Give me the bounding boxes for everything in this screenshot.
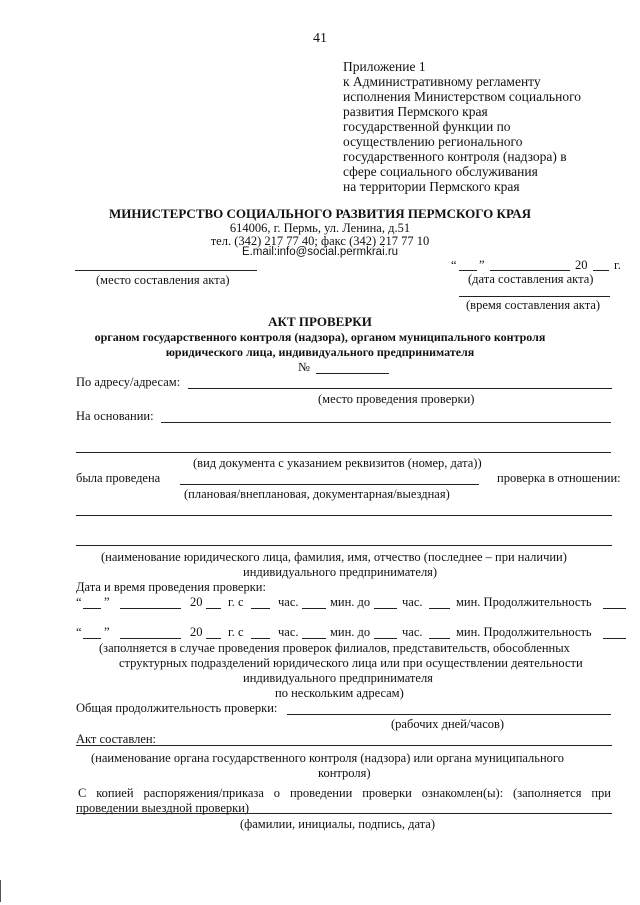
time-field[interactable] (459, 296, 610, 297)
date-caption: (дата составления акта) (468, 272, 594, 286)
basis-label: На основании: (76, 409, 154, 423)
appendix-line: Приложение 1 (343, 59, 426, 74)
date-year-prefix: 20 (575, 258, 588, 272)
row-min-to-label: мин. до (330, 625, 371, 639)
branches-note: по нескольким адресам) (275, 686, 404, 700)
time-caption: (время составления акта) (466, 298, 601, 312)
ministry-email: E.mail:info@social.permkrai.ru (241, 246, 399, 258)
compiled-field[interactable] (76, 745, 612, 746)
copy-ack-line: С копией распоряжения/приказа о проведении проверки ознакомлен(ы): (заполняется при (78, 786, 611, 800)
address-caption: (место проведения проверки) (318, 392, 475, 406)
row-day-field[interactable] (83, 638, 101, 639)
entity-caption: индивидуального предпринимателя) (243, 565, 438, 579)
scan-edge-mark (0, 880, 1, 902)
row-hour-label: час. (402, 625, 423, 639)
row-month-field[interactable] (120, 608, 181, 609)
appendix-line: государственной функции по (343, 119, 511, 134)
address-field[interactable] (188, 388, 612, 389)
row-hour-label: час. (278, 595, 299, 609)
row-quote-close: ” (104, 625, 110, 639)
row-quote-open: “ (76, 625, 82, 639)
total-duration-label: Общая продолжительность проверки: (76, 701, 278, 715)
datetime-label: Дата и время проведения проверки: (76, 580, 266, 594)
entity-field[interactable] (76, 515, 612, 516)
total-duration-field[interactable] (287, 714, 611, 715)
row-month-field[interactable] (120, 638, 181, 639)
act-subtitle: органом государственного контроля (надзора), органом муниципального контроля (94, 330, 546, 344)
row-min-from-field[interactable] (302, 608, 326, 609)
row-duration-field[interactable] (603, 608, 626, 609)
basis-caption: (вид документа с указанием реквизитов (номер, дата)) (193, 456, 482, 470)
date-quote-close: ” (479, 258, 485, 272)
compiled-caption: (наименование органа государственного контроля (надзора) или органа муниципального (91, 751, 564, 765)
appendix-line: осуществлению регионального (343, 134, 523, 149)
act-subtitle: юридического лица, индивидуального предпринимателя (165, 345, 475, 359)
appendix-line: развития Пермского края (343, 104, 488, 119)
date-quote-open: “ (451, 258, 457, 272)
row-quote-open: “ (76, 595, 82, 609)
entity-caption: (наименование юридического лица, фамилия, имя, отчество (последнее – при наличии) (101, 550, 567, 564)
act-number-field[interactable] (316, 373, 389, 374)
ministry-title: МИНИСТЕРСТВО СОЦИАЛЬНОГО РАЗВИТИЯ ПЕРМСКОГО КРАЯ (109, 206, 531, 221)
row-hour-to-field[interactable] (374, 608, 397, 609)
row-hour-label: час. (278, 625, 299, 639)
row-from-label: г. с (228, 625, 244, 639)
conducted-suffix: проверка в отношении: (497, 471, 621, 485)
row-hour-from-field[interactable] (251, 638, 270, 639)
branches-note: структурных подразделений юридического лица или при осуществлении деятельности (119, 656, 583, 670)
conducted-caption: (плановая/внеплановая, документарная/выездная) (184, 487, 450, 501)
compiled-caption: контроля) (318, 766, 371, 780)
row-duration-label: мин. Продолжительность (456, 595, 592, 609)
row-duration-label: мин. Продолжительность (456, 625, 592, 639)
place-caption: (место составления акта) (96, 273, 230, 287)
compiled-label: Акт составлен: (76, 732, 157, 746)
row-min-from-field[interactable] (302, 638, 326, 639)
page-number: 41 (313, 31, 327, 46)
row-min-to-field[interactable] (429, 638, 450, 639)
basis-field-2[interactable] (76, 452, 611, 453)
row-hour-to-field[interactable] (374, 638, 397, 639)
date-day-field[interactable] (459, 270, 477, 271)
date-year-suffix: г. (614, 258, 621, 272)
row-year-prefix: 20 (190, 595, 203, 609)
signature-caption: (фамилии, инициалы, подпись, дата) (240, 817, 435, 831)
address-label: По адресу/адресам: (76, 375, 181, 389)
appendix-line: к Административному регламенту (343, 74, 541, 89)
appendix-line: государственного контроля (надзора) в (343, 149, 567, 164)
conducted-label: была проведена (76, 471, 161, 485)
conducted-field[interactable] (180, 484, 479, 485)
basis-field[interactable] (161, 422, 611, 423)
signature-field[interactable] (76, 813, 612, 814)
ministry-address: 614006, г. Пермь, ул. Ленина, д.51 (229, 221, 411, 235)
row-year-field[interactable] (206, 638, 221, 639)
act-title: АКТ ПРОВЕРКИ (268, 314, 372, 329)
ministry-phone: тел. (342) 217 77 40; факс (342) 217 77 10 (210, 234, 430, 248)
copy-ack-line: проведении выездной проверки) (76, 801, 250, 815)
appendix-line: исполнения Министерством социального (343, 89, 582, 104)
date-month-field[interactable] (490, 270, 570, 271)
row-min-to-field[interactable] (429, 608, 450, 609)
row-year-field[interactable] (206, 608, 221, 609)
appendix-line: на территории Пермского края (343, 179, 520, 194)
row-hour-label: час. (402, 595, 423, 609)
number-sign: № (298, 360, 310, 374)
place-field[interactable] (75, 270, 257, 271)
row-duration-field[interactable] (603, 638, 626, 639)
date-year-field[interactable] (593, 270, 609, 271)
appendix-line: сфере социального обслуживания (343, 164, 538, 179)
row-quote-close: ” (104, 595, 110, 609)
row-from-label: г. с (228, 595, 244, 609)
row-year-prefix: 20 (190, 625, 203, 639)
row-min-to-label: мин. до (330, 595, 371, 609)
total-duration-caption: (рабочих дней/часов) (391, 717, 505, 731)
branches-note: индивидуального предпринимателя (243, 671, 433, 685)
row-day-field[interactable] (83, 608, 101, 609)
row-hour-from-field[interactable] (251, 608, 270, 609)
branches-note: (заполняется в случае проведения проверок филиалов, представительств, обособленных (99, 641, 570, 655)
entity-field-2[interactable] (76, 545, 612, 546)
